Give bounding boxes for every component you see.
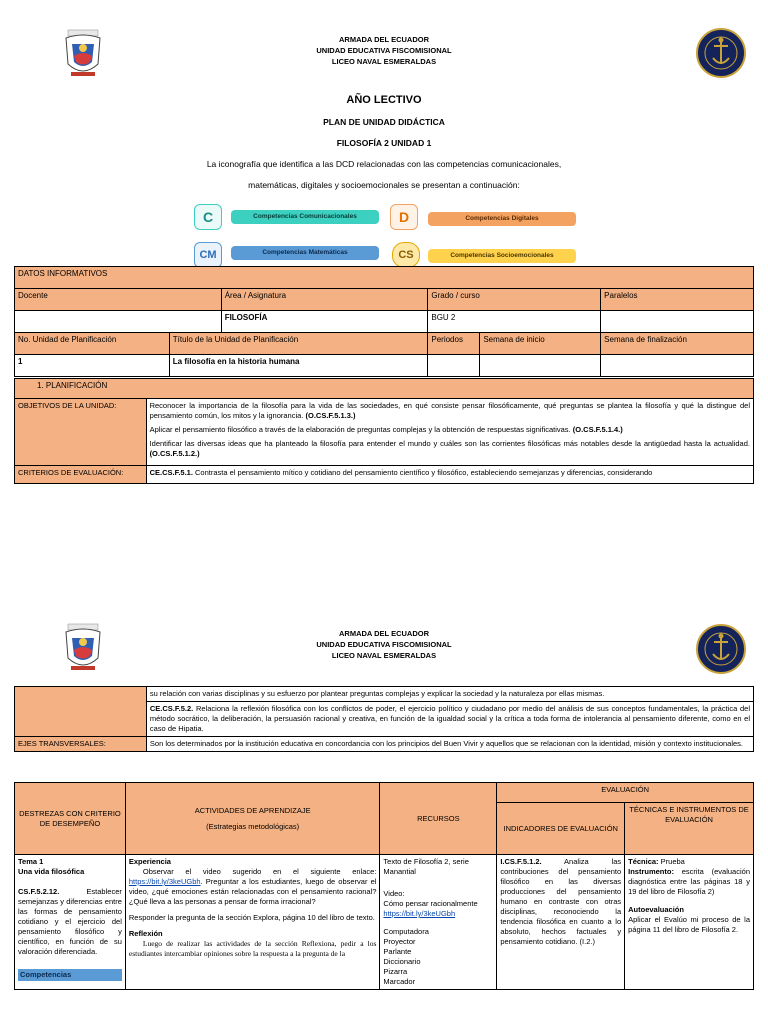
plan-title: PLAN DE UNIDAD DIDÁCTICA [323,117,445,127]
objective-3-code: (O.CS.F.5.1.2.) [149,449,200,458]
tema-number: Tema 1 [18,857,44,866]
info-table [14,266,754,377]
objetivos-header: OBJETIVOS DE LA UNIDAD: [15,399,147,466]
tecnicas-cell [625,855,754,990]
recurso-item: Computadora [383,927,429,936]
experiencia-heading: Experiencia [128,857,171,866]
indicadores-column-header: INDICADORES DE EVALUACIÓN [497,803,625,855]
objective-1-code: (O.CS.F.5.1.3.) [305,411,356,420]
recurso-item: Marcador [383,977,416,986]
fin-value[interactable] [601,355,754,377]
recurso-video-link[interactable]: https://bit.ly/3keUGbh [383,909,456,918]
destreza-code: CS.F.5.2.12. [18,887,60,896]
area-header: Área / Asignatura [221,289,428,311]
tecnica-label: Técnica: [628,857,659,866]
criterio-1-code: CE.CS.F.5.1. [149,468,193,477]
autoevaluacion-label: Autoevaluación [628,905,684,914]
year-title: AÑO LECTIVO [346,94,422,106]
paralelos-value[interactable] [601,311,754,333]
periodos-value[interactable] [428,355,480,377]
grado-header: Grado / curso [428,289,601,311]
recursos-cell [380,855,497,990]
destreza-text: Establecer semejanzas y diferencias entre las formas de pensamiento cotidiano y el ejercicio del pensamiento filosófico y científico, en función de su valoración diferenciada. [18,887,122,956]
experiencia-text-1: Observar el video sugerido en el siguiente enlace: [142,867,377,876]
communication-competency-label: Competencias Comunicacionales [231,210,379,224]
inicio-value[interactable] [480,355,601,377]
grado-value: BGU 2 [428,311,601,333]
criterio-2-code: CE.CS.F.5.2. [149,704,194,713]
no-unidad-value: 1 [15,355,170,377]
digital-competency-label: Competencias Digitales [428,212,576,226]
titulo-value: La filosofía en la historia humana [169,355,428,377]
navy-emblem-logo [696,28,746,78]
planning-heading: 1. PLANIFICACIÓN [15,379,754,399]
criterios-header-continued [15,687,147,737]
actividades-title: ACTIVIDADES DE APRENDIZAJE [194,805,311,815]
ejes-header: EJES TRANSVERSALES: [15,737,147,752]
navy-emblem-logo-2 [696,624,746,674]
criterio-1-continued: su relación con varias disciplinas y su esfuerzo por plantear preguntas complejas y explicar la sociedad y la naturaleza por ellas mismas. [146,687,753,702]
experiencia-text-3: Responder la pregunta de la sección Explora, página 10 del libro de texto. [128,913,375,922]
intro-line-1: La iconografía que identifica a las DCD relacionadas con las competencias comunicacionales, [206,159,562,169]
tecnica-value: Prueba [658,857,685,866]
school-crest-logo-2 [62,622,104,674]
titulo-header: Título de la Unidad de Planificación [169,333,428,355]
header-block-2 [234,628,534,661]
header-line-1: ARMADA DEL ECUADOR [339,35,429,44]
header-line-2-p2: UNIDAD EDUCATIVA FISCOMISIONAL [316,640,452,649]
ejes-value: Son los determinados por la institución educativa en concordancia con los principios del Buen Vivir y aquellos que se relacionan con la identidad, misión y contexto institucionales. [146,737,753,752]
reflexion-text: Luego de realizar las actividades de la sección Reflexiona, pedir a los estudiantes intercambiar opiniones sobre la respuesta a la pregunta de la [128,939,377,958]
header-line-2: UNIDAD EDUCATIVA FISCOMISIONAL [316,46,452,55]
objective-1: Reconocer la importancia de la filosofía para la vida de las sociedades, en qué consiste pensar filosóficamente, qué preguntas se plantea la filosofía y qué la distingue del pensamiento común, los mitos y la ignorancia. [149,401,750,420]
instrumento-value: escrita (evaluación diagnóstica entre las páginas 18 y 19 del libro de Filosofía 2) [628,867,750,896]
header-block [234,34,534,67]
experiencia-text-2: . Preguntar a los estudiantes, luego de observar el video, ¿qué emociones están relacionadas con el pensamiento racional? ¿Qué lleva a las personas a pensar de forma irracional? [128,877,377,906]
objective-2-code: (O.CS.F.5.1.4.) [572,425,623,434]
communication-competency-icon: C [194,204,222,230]
evaluacion-column-header: EVALUACIÓN [497,783,754,803]
recurso-item: Proyector [383,937,416,946]
intro-line-2: matemáticas, digitales y socioemocionales se presentan a continuación: [248,180,520,190]
objective-2: Aplicar el pensamiento filosófico a través de la elaboración de preguntas complejas y la obtención de respuestas significativas. [149,425,571,434]
recurso-video-title: Cómo pensar racionalmente [383,899,478,908]
recursos-column-header: RECURSOS [380,783,497,855]
header-line-1-p2: ARMADA DEL ECUADOR [339,629,429,638]
objetivos-content [146,399,753,466]
activities-section [14,782,754,1024]
indicador-text: Analiza las contribuciones del pensamiento filosófico en las diversas producciones del pensamiento humano en contraste con otras disciplinas, reconociendo la tendencia filosófica en cuanto a lo absoluto, hechos factuales y pensamiento cotidiano. (I.2.) [500,857,622,946]
criterio-1-text: Contrasta el pensamiento mítico y cotidiano del pensamiento científico y filosófico, estableciendo semejanzas y diferencias, considerando [192,468,653,477]
criterios-header: CRITERIOS DE EVALUACIÓN: [15,466,147,484]
destrezas-column-header: DESTREZAS CON CRITERIO DE DESEMPEÑO [15,783,126,855]
indicadores-cell [497,855,625,990]
recurso-item: Pizarra [383,967,408,976]
criteria-continuation-table [14,686,754,752]
recurso-item: Diccionario [383,957,421,966]
math-competency-label: Competencias Matemáticas [231,246,379,260]
indicador-code: I.CS.F.5.1.2. [500,857,542,866]
socioemotional-competency-icon: CS [392,242,420,268]
autoevaluacion-value: Aplicar el Evalúo mi proceso de la página 11 del libro de Filosofía 2. [628,915,750,934]
socioemotional-competency-label: Competencias Socioemocionales [428,249,576,263]
objective-3: Identificar las diversas ideas que ha planteado la filosofía para entender el mundo y cuáles son las corrientes filosóficas más notables desde la antigüedad hasta la actualidad. [149,439,750,448]
subject-title: FILOSOFÍA 2 UNIDAD 1 [336,138,432,148]
periodos-header: Periodos [428,333,480,355]
criterio-1 [146,466,753,484]
tema-name: Una vida filosófica [18,867,85,876]
recurso-list [383,927,493,987]
actividades-cell [125,855,380,990]
competencias-tag: Competencias [18,969,122,981]
digital-competency-icon: D [390,204,418,230]
fin-header: Semana de finalización [601,333,754,355]
reflexion-heading: Reflexión [128,929,163,938]
inicio-header: Semana de inicio [480,333,601,355]
recurso-texto: Texto de Filosofía 2, serie Manantial [383,857,469,876]
no-unidad-header: No. Unidad de Planificación [15,333,170,355]
actividades-subtitle: (Estrategias metodológicas) [206,821,300,831]
activities-table [14,782,754,990]
criterio-2-text: Relaciona la reflexión filosófica con los conflictos de poder, el ejercicio político y ciudadano por medio del análisis de sus conceptos fundamentales, la práctica del método socrático, la deliberación, la persuasión racional y creativa, en función de la igualdad social y la crítica a toda forma de intolerancia al pensamiento diferente, como en el caso de Hipatia. [149,704,750,733]
recurso-item: Parlante [383,947,412,956]
criterio-2 [146,702,753,737]
paralelos-header: Paralelos [601,289,754,311]
info-title: DATOS INFORMATIVOS [15,267,754,289]
docente-value[interactable] [15,311,222,333]
tecnicas-column-header: TÉCNICAS E INSTRUMENTOS DE EVALUACIÓN [625,803,754,855]
planning-table [14,378,754,484]
math-competency-icon: CM [194,242,222,268]
instrumento-label: Instrumento: [628,867,674,876]
area-value: FILOSOFÍA [221,311,428,333]
school-crest-logo [62,28,104,80]
header-line-3: LICEO NAVAL ESMERALDAS [331,57,437,66]
header-line-3-p2: LICEO NAVAL ESMERALDAS [331,651,437,660]
destrezas-cell [15,855,126,990]
experiencia-video-link[interactable]: https://bit.ly/3keUGbh [128,877,201,886]
actividades-column-header [125,783,380,855]
docente-header: Docente [15,289,222,311]
recurso-video-label: Video: [383,889,405,898]
